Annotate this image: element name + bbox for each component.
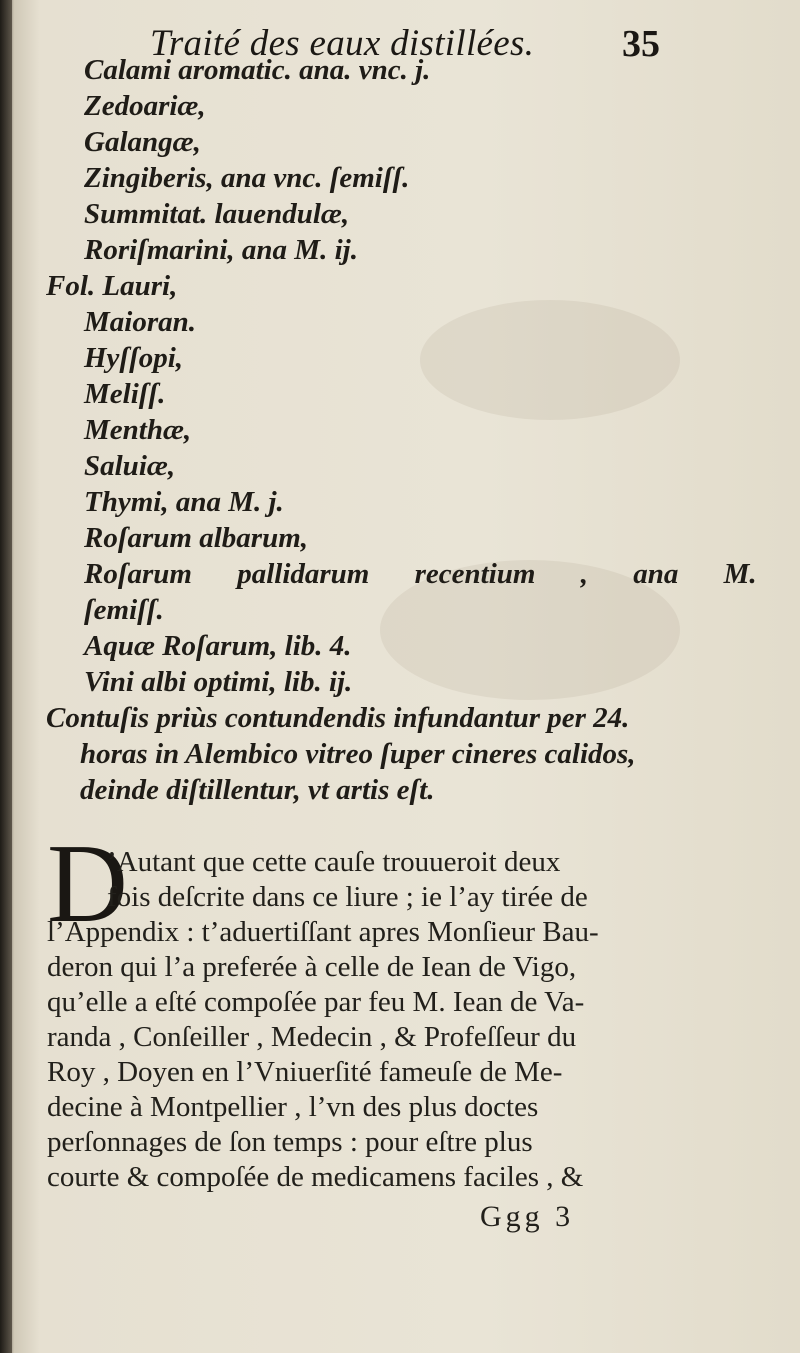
- recipe-line: Menthæ,: [84, 414, 192, 446]
- recipe-line: Roriſmarini, ana M. ij.: [84, 234, 358, 266]
- body-line: ’Autant que cette cauſe trouueroit deux: [107, 846, 561, 878]
- recipe-line: Vini albi optimi, lib. ij.: [84, 666, 353, 698]
- body-line: l’Appendix : t’aduertiſſant apres Monſieur Bau-: [47, 916, 599, 948]
- recipe-line: Contuſis priùs contundendis infundantur per 24.: [46, 702, 630, 734]
- recipe-line: deinde diſtillentur, vt artis eſt.: [80, 774, 435, 806]
- body-line: qu’elle a eſté compoſée par feu M. Iean de Va-: [47, 986, 585, 1018]
- recipe-line: Zingiberis, ana vnc. ſemiſſ.: [84, 162, 410, 194]
- recipe-line: Maioran.: [84, 306, 197, 338]
- recipe-line: Thymi, ana M. j.: [84, 486, 284, 518]
- recipe-line: horas in Alembico vitreo ſuper cineres calidos,: [80, 738, 636, 770]
- body-line: courte & compoſée de medicamens faciles , &: [47, 1161, 584, 1193]
- body-line: perſonnages de ſon temps : pour eſtre plus: [47, 1126, 533, 1158]
- recipe-line: Roſarum pallidarum recentium , ana M.: [84, 558, 757, 590]
- recipe-line: Fol. Lauri,: [46, 270, 178, 302]
- recipe-line: Hyſſopi,: [84, 342, 184, 374]
- body-line: Roy , Doyen en l’Vniuerſité fameuſe de Me-: [47, 1056, 563, 1088]
- recipe-line: Aquæ Roſarum, lib. 4.: [84, 630, 352, 662]
- recipe-line: Calami aromatic. ana. vnc. j.: [84, 54, 431, 86]
- recipe-line: Summitat. lauendulæ,: [84, 198, 350, 230]
- body-line: fois deſcrite dans ce liure ; ie l’ay tirée de: [107, 881, 588, 913]
- recipe-line: ſemiſſ.: [84, 594, 164, 626]
- recipe-line: Zedoariæ,: [84, 90, 206, 122]
- stain: [420, 300, 680, 420]
- signature-mark: Ggg 3: [480, 1200, 575, 1233]
- recipe-line: Saluiæ,: [84, 450, 176, 482]
- body-line: randa , Conſeiller , Medecin , & Profeſſeur du: [47, 1021, 577, 1053]
- body-line: decine à Montpellier , l’vn des plus doctes: [47, 1091, 539, 1123]
- drop-cap: D: [47, 822, 128, 946]
- recipe-line: Roſarum albarum,: [84, 522, 308, 554]
- running-head-title: Traité des eaux distillées.: [150, 23, 535, 64]
- recipe-line: Galangæ,: [84, 126, 201, 158]
- page-number: 35: [622, 23, 660, 65]
- binding-shadow: [0, 0, 12, 1353]
- recipe-line: Meliſſ.: [84, 378, 166, 410]
- body-line: deron qui l’a preferée à celle de Iean de Vigo,: [47, 951, 577, 983]
